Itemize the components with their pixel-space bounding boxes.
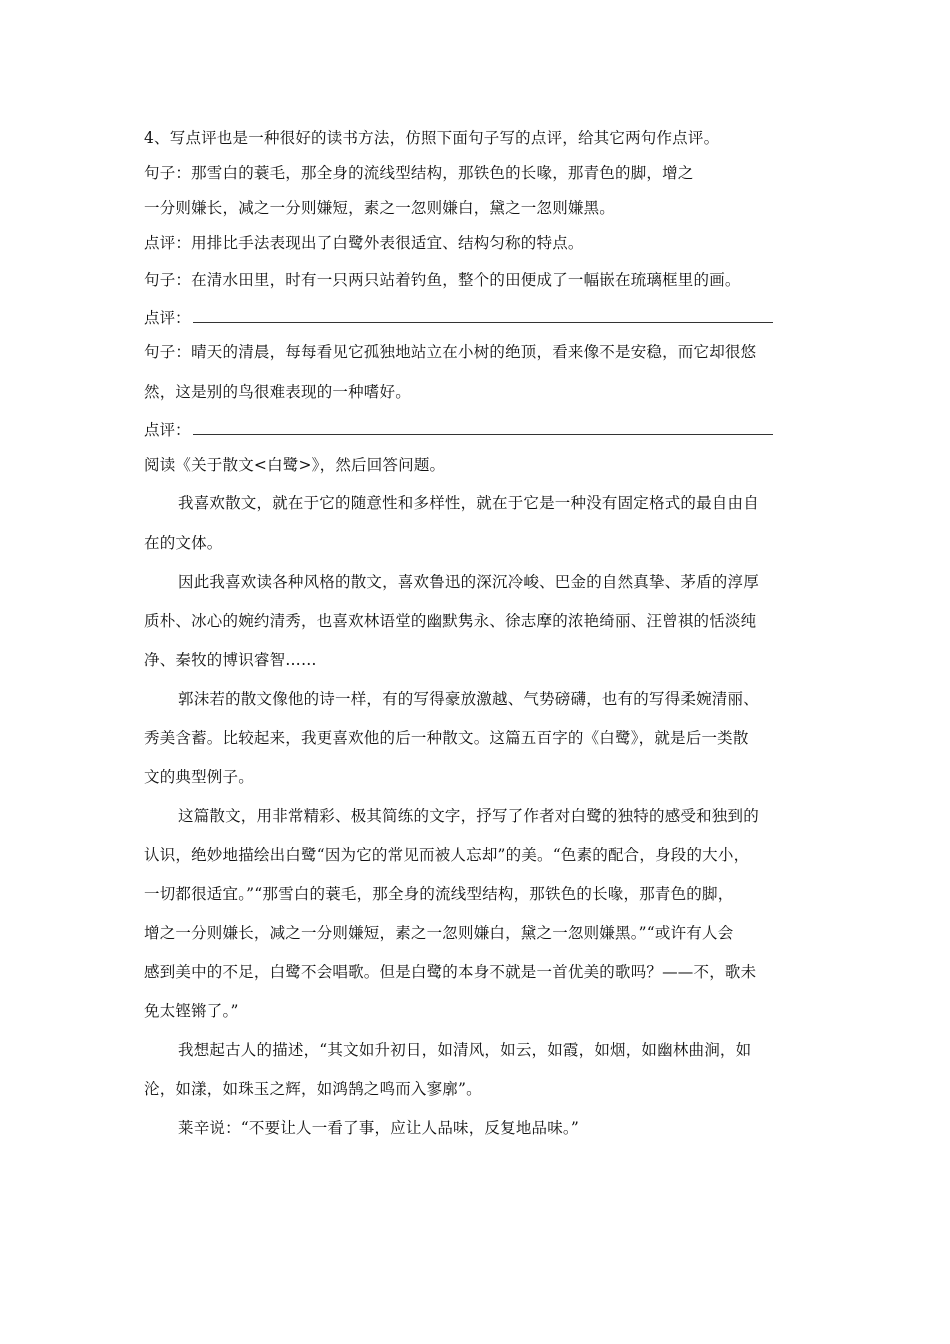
paragraph-4-line-2: 认识，绝妙地描绘出白鹭“因为它的常见而被人忘却”的美。“色素的配合，身段的大小， [144, 846, 750, 864]
paragraph-2-line-3: 净、秦牧的博识睿智…… [144, 651, 317, 669]
paragraph-3-line-2: 秀美含蓄。比较起来，我更喜欢他的后一种散文。这篇五百字的《白鹭》，就是后一类散 [144, 729, 749, 747]
reading-intro: 阅读《关于散文<白鹭>》，然后回答问题。 [144, 456, 446, 474]
paragraph-6-line-1: 莱辛说：“不要让人一看了事，应让人品味，反复地品味。” [178, 1119, 579, 1137]
sentence-2: 句子：在清水田里，时有一只两只站着钓鱼，整个的田便成了一幅嵌在琉璃框里的画。 [144, 271, 741, 289]
paragraph-3-line-3: 文的典型例子。 [144, 768, 254, 786]
paragraph-1-line-1: 我喜欢散文，就在于它的随意性和多样性，就在于它是一种没有固定格式的最自由自 [178, 494, 759, 512]
paragraph-2-line-2: 质朴、冰心的婉约清秀，也喜欢林语堂的幽默隽永、徐志摩的浓艳绮丽、汪曾祺的恬淡纯 [144, 612, 757, 630]
paragraph-4-line-4: 增之一分则嫌长，减之一分则嫌短，素之一忽则嫌白，黛之一忽则嫌黑。”“或许有人会 [144, 924, 734, 942]
sentence-3-line-1: 句子：晴天的清晨，每每看见它孤独地站立在小树的绝顶，看来像不是安稳，而它却很悠 [144, 343, 757, 361]
answer-line-2[interactable] [193, 434, 773, 435]
paragraph-3-line-1: 郭沫若的散文像他的诗一样，有的写得豪放激越、气势磅礴，也有的写得柔婉清丽、 [178, 690, 759, 708]
paragraph-4-line-3: 一切都很适宜。”“那雪白的蓑毛，那全身的流线型结构，那铁色的长喙，那青色的脚， [144, 885, 734, 903]
example-comment: 点评：用排比手法表现出了白鹭外表很适宜、结构匀称的特点。 [144, 234, 584, 252]
example-sentence-line-1: 句子：那雪白的蓑毛，那全身的流线型结构，那铁色的长喙，那青色的脚，增之 [144, 164, 694, 182]
paragraph-4-line-6: 免太铿锵了。” [144, 1002, 239, 1020]
example-sentence-line-2: 一分则嫌长，减之一分则嫌短，素之一忽则嫌白，黛之一忽则嫌黑。 [144, 199, 616, 217]
answer-line-1[interactable] [193, 322, 773, 323]
comment-label-1: 点评： [144, 309, 191, 327]
paragraph-5-line-2: 沦，如漾，如珠玉之辉，如鸿鹄之鸣而入寥廓”。 [144, 1080, 482, 1098]
paragraph-4-line-1: 这篇散文，用非常精彩、极其简练的文字，抒写了作者对白鹭的独特的感受和独到的 [178, 807, 759, 825]
comment-label-2: 点评： [144, 421, 191, 439]
sentence-3-line-2: 然，这是别的鸟很难表现的一种嗜好。 [144, 383, 411, 401]
paragraph-5-line-1: 我想起古人的描述，“其文如升初日，如清风，如云，如霞，如烟，如幽林曲涧，如 [178, 1041, 752, 1059]
paragraph-1-line-2: 在的文体。 [144, 534, 223, 552]
paragraph-2-line-1: 因此我喜欢读各种风格的散文，喜欢鲁迅的深沉冷峻、巴金的自然真挚、茅盾的淳厚 [178, 573, 759, 591]
paragraph-4-line-5: 感到美中的不足，白鹭不会唱歌。但是白鹭的本身不就是一首优美的歌吗？——不，歌未 [144, 963, 757, 981]
question-title: 4、写点评也是一种很好的读书方法，仿照下面句子写的点评，给其它两句作点评。 [144, 129, 720, 147]
